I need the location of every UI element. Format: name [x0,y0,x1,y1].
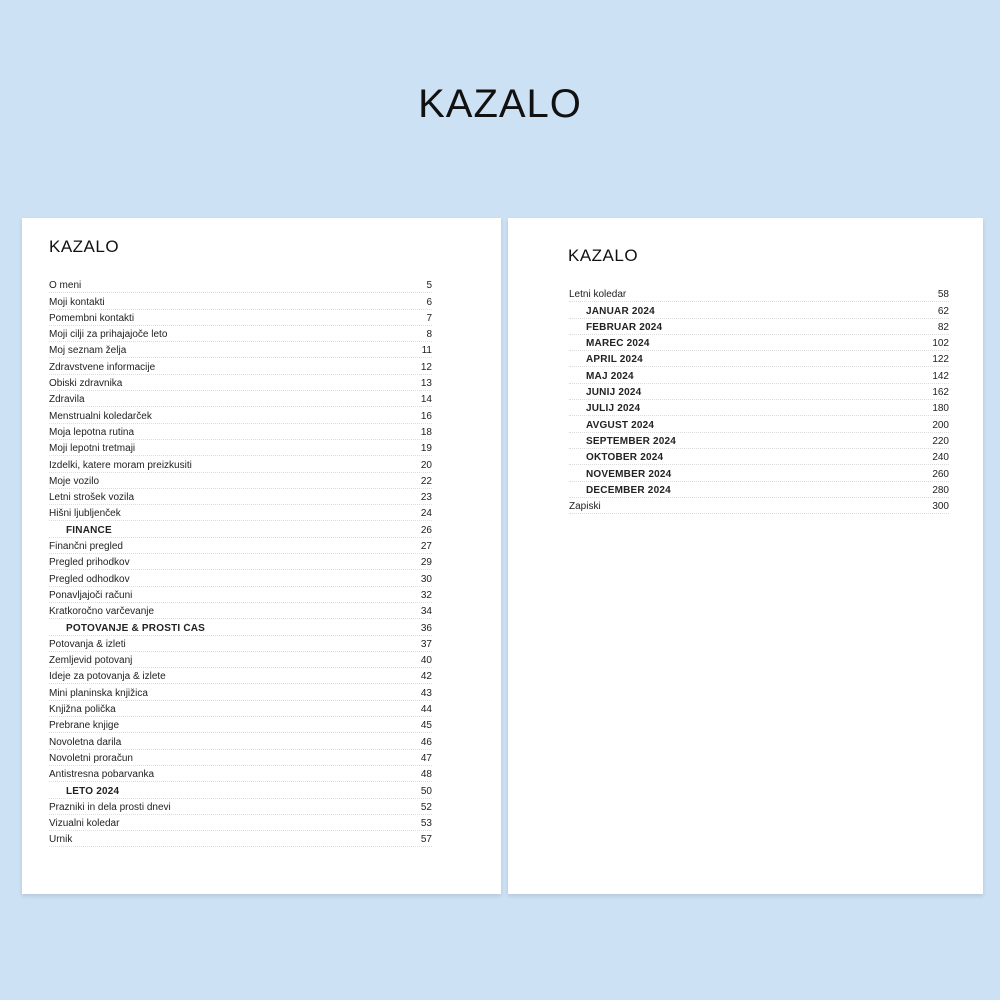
toc-page-number: 57 [420,834,432,846]
toc-entry [49,407,432,423]
toc-entry [49,603,432,619]
toc-entry-label: OKTOBER 2024 [586,452,664,464]
toc-entry [49,277,432,293]
toc-entry-label: JUNIJ 2024 [586,387,642,399]
toc-page-number: 32 [420,589,432,601]
toc-entry-label: Letni strošek vozila [49,492,135,504]
toc-entry-label: Zdravstvene informacije [49,361,156,373]
toc-page-number: 5 [426,280,432,292]
toc-page-number: 44 [420,704,432,716]
toc-page-number: 102 [932,338,949,350]
toc-entry-label: JULIJ 2024 [586,403,641,415]
toc-entry [569,498,949,514]
toc-page-number: 43 [420,687,432,699]
toc-entry-label: Ponavljajoči računi [49,589,133,601]
toc-entry-label: O meni [49,280,82,292]
toc-entry-label: Moj seznam želja [49,345,127,357]
toc-entry-label: Menstrualni koledarček [49,410,152,422]
toc-entry-label: Prebrane knjige [49,720,120,732]
toc-page-number: 142 [932,370,949,382]
toc-section-heading [569,319,949,335]
toc-page-number: 48 [420,769,432,781]
toc-section-heading [569,433,949,449]
toc-page-number: 23 [420,492,432,504]
toc-entry-label: APRIL 2024 [586,354,643,366]
toc-entry [49,733,432,749]
right-page [508,218,983,894]
toc-page-number: 29 [420,557,432,569]
toc-entry [49,636,432,652]
toc-page-number: 240 [932,452,949,464]
toc-section-heading [569,335,949,351]
toc-section-heading [569,465,949,481]
toc-page-number: 45 [420,720,432,732]
toc-page-number: 200 [932,419,949,431]
toc-entry [49,342,432,358]
toc-entry-label: Izdelki, katere moram preizkusiti [49,459,192,471]
toc-page-number: 50 [420,785,432,797]
toc-page-number: 52 [420,801,432,813]
toc-entry-label: MAJ 2024 [586,370,634,382]
toc-page-number: 24 [420,508,432,520]
toc-entry [49,391,432,407]
toc-page-number: 42 [420,671,432,683]
toc-entry-label: Moji kontakti [49,296,105,308]
toc-section-heading [569,416,949,432]
toc-entry-label: Moje vozilo [49,475,100,487]
toc-page-number: 180 [932,403,949,415]
toc-page-number: 46 [420,736,432,748]
toc-entry [569,286,949,302]
toc-page-number: 20 [420,459,432,471]
toc-entry-label: Obiski zdravnika [49,378,123,390]
toc-entry [49,538,432,554]
toc-entry [49,424,432,440]
toc-page-number: 220 [932,435,949,447]
toc-entry-label: Finančni pregled [49,541,123,553]
toc-section-heading [569,384,949,400]
toc-entry-label: Novoletna darila [49,736,122,748]
toc-entry [49,375,432,391]
toc-page-number: 37 [420,638,432,650]
toc-page-number: 27 [420,541,432,553]
toc-entry-label: Ideje za potovanja & izlete [49,671,166,683]
toc-page-number: 280 [932,484,949,496]
toc-entry [49,668,432,684]
toc-page-number: 12 [420,361,432,373]
toc-entry-label: Zapiski [569,501,601,513]
left-page-title: KAZALO [49,237,120,256]
toc-entry [49,505,432,521]
toc-entry-label: Letni koledar [569,289,627,301]
toc-entry [49,310,432,326]
toc-page-number: 40 [420,655,432,667]
toc-entry-label: Hišni ljubljenček [49,508,121,520]
toc-entry [49,717,432,733]
toc-page-number: 162 [932,387,949,399]
main-title: KAZALO [418,82,582,126]
toc-entry-label: Zemljevid potovanj [49,655,133,667]
toc-page-number: 8 [426,329,432,341]
right-page-title: KAZALO [568,246,639,265]
toc-page-number: 58 [937,289,949,301]
toc-entry [49,701,432,717]
toc-page-number: 122 [932,354,949,366]
toc-section-heading [49,619,432,635]
left-page [22,218,501,894]
toc-section-heading [569,367,949,383]
toc-entry-label: Knjižna polička [49,704,116,716]
toc-entry-label: NOVEMBER 2024 [586,468,672,480]
toc-entry [49,587,432,603]
toc-entry [49,456,432,472]
toc-page-number: 30 [420,573,432,585]
toc-page-number: 19 [420,443,432,455]
toc-entry-label: Moja lepotna rutina [49,426,135,438]
toc-section-heading [49,782,432,798]
toc-entry-label: Novoletni proračun [49,752,133,764]
toc-entry-label: FINANCE [66,524,112,536]
toc-section-heading [569,302,949,318]
toc-entry-label: Pomembni kontakti [49,312,135,324]
toc-entry [49,489,432,505]
toc-entry-label: Mini planinska knjižica [49,687,148,699]
right-toc-list [569,286,949,514]
toc-entry-label: Vizualni koledar [49,818,120,830]
toc-entry-label: POTOVANJE & PROSTI ČAS [66,622,206,634]
toc-entry-label: Moji lepotni tretmaji [49,443,136,455]
toc-entry [49,358,432,374]
toc-page-number: 26 [420,524,432,536]
toc-page-number: 14 [420,394,432,406]
toc-page-number: 260 [932,468,949,480]
left-toc-list [49,277,432,847]
toc-entry-label: Antistresna pobarvanka [49,769,155,781]
toc-entry-label: Kratkoročno varčevanje [49,606,155,618]
toc-section-heading [569,482,949,498]
toc-page-number: 300 [932,501,949,513]
toc-page-number: 36 [420,622,432,634]
toc-section-heading [49,521,432,537]
toc-entry-label: LETO 2024 [66,785,120,797]
toc-entry [49,831,432,847]
toc-entry-label: Potovanja & izleti [49,638,126,650]
toc-entry [49,554,432,570]
toc-entry-label: MAREC 2024 [586,338,650,350]
toc-page-number: 82 [937,321,949,333]
toc-entry [49,473,432,489]
toc-entry [49,750,432,766]
toc-entry [49,440,432,456]
toc-entry-label: FEBRUAR 2024 [586,321,663,333]
toc-entry-label: Pregled odhodkov [49,573,130,585]
toc-entry-label: Prazniki in dela prosti dnevi [49,801,171,813]
toc-entry [49,293,432,309]
toc-entry [49,766,432,782]
toc-page-number: 22 [420,475,432,487]
toc-page-number: 11 [421,345,432,357]
toc-entry-label: Urnik [49,834,73,846]
toc-entry-label: JANUAR 2024 [586,305,655,317]
toc-page-number: 34 [420,606,432,618]
toc-page-number: 47 [420,752,432,764]
toc-entry [49,799,432,815]
toc-entry-label: DECEMBER 2024 [586,484,671,496]
toc-entry-label: Zdravila [49,394,85,406]
toc-entry-label: Moji cilji za prihajajoče leto [49,329,168,341]
toc-entry [49,684,432,700]
toc-entry [49,652,432,668]
toc-section-heading [569,351,949,367]
toc-entry [49,326,432,342]
toc-page-number: 13 [420,378,432,390]
toc-page-number: 7 [426,312,432,324]
toc-entry-label: SEPTEMBER 2024 [586,435,677,447]
toc-entry-label: AVGUST 2024 [586,419,655,431]
toc-entry [49,815,432,831]
toc-section-heading [569,449,949,465]
toc-entry-label: Pregled prihodkov [49,557,130,569]
toc-section-heading [569,400,949,416]
toc-page-number: 53 [420,818,432,830]
toc-page-number: 16 [420,410,432,422]
toc-page-number: 18 [420,426,432,438]
toc-page-number: 62 [937,305,949,317]
toc-entry [49,570,432,586]
toc-page-number: 6 [426,296,432,308]
